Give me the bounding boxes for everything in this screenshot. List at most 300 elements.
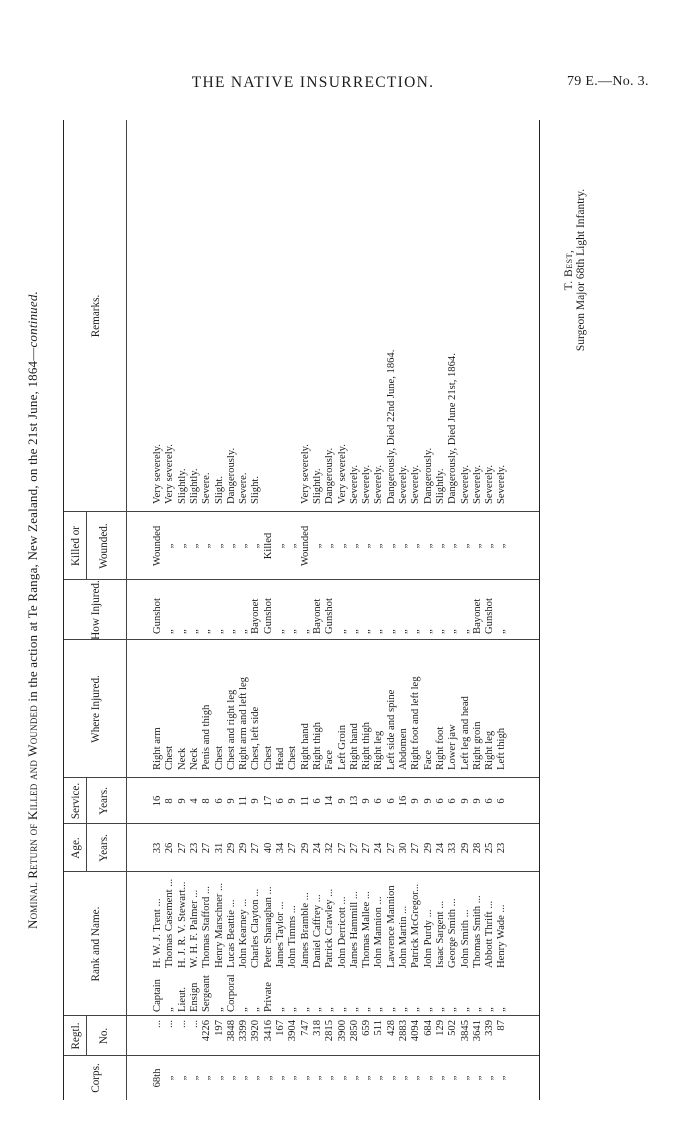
cell-age: 29 bbox=[459, 842, 471, 854]
table-caption bbox=[25, 120, 41, 1100]
cell-age: 24 bbox=[373, 842, 385, 854]
cell-how: „ bbox=[275, 629, 286, 634]
cell-age: 23 bbox=[188, 842, 200, 854]
cell-rank: „ bbox=[164, 1007, 176, 1012]
cell-where: Chest bbox=[262, 745, 274, 770]
cell-no: 3904 bbox=[287, 1020, 299, 1042]
cell-where: Face bbox=[422, 750, 434, 770]
cell-rank: Lieut. bbox=[176, 986, 188, 1012]
cell-no: 3900 bbox=[336, 1020, 348, 1042]
cell-how: „ bbox=[361, 629, 373, 634]
cell-age: 24 bbox=[311, 842, 323, 854]
cell-corps: „ bbox=[447, 1075, 459, 1081]
cell-remarks: Severely. bbox=[361, 464, 373, 504]
cell-how: „ bbox=[434, 629, 446, 634]
cell-where: Face bbox=[324, 750, 336, 770]
cell-how: „ bbox=[398, 629, 409, 634]
cell-age: 27 bbox=[361, 842, 373, 854]
cell-age: 25 bbox=[484, 842, 496, 854]
cell-status: Killed bbox=[262, 532, 274, 560]
cell-how: „ bbox=[188, 629, 200, 634]
cell-service: 8 bbox=[164, 798, 176, 804]
cell-name: Thomas Mallee ... bbox=[361, 891, 373, 968]
cell-no: ... bbox=[152, 1020, 163, 1028]
cell-where: Left leg and head bbox=[459, 696, 471, 770]
cell-how: Gunshot bbox=[484, 598, 496, 634]
cell-no: 339 bbox=[484, 1020, 496, 1036]
page-reference: 79 E.—No. 3. bbox=[567, 74, 649, 89]
cell-status: „ bbox=[398, 543, 409, 549]
cell-age: 27 bbox=[336, 842, 348, 854]
cell-remarks: Very severely. bbox=[152, 444, 163, 504]
cell-rank: „ bbox=[373, 1007, 385, 1012]
cell-where: Right arm and left leg bbox=[238, 677, 250, 770]
col-header-no: No. bbox=[98, 1027, 110, 1045]
cell-remarks: Slightly. bbox=[311, 468, 323, 504]
cell-no: 3641 bbox=[471, 1020, 483, 1042]
cell-how: „ bbox=[373, 629, 385, 634]
cell-status: „ bbox=[459, 543, 471, 549]
signature-name: T. Best, bbox=[563, 249, 575, 291]
cell-no: 3920 bbox=[250, 1020, 262, 1042]
cell-rank: Ensign bbox=[188, 982, 200, 1012]
cell-corps: „ bbox=[311, 1075, 323, 1081]
cell-corps: „ bbox=[225, 1075, 237, 1081]
cell-no: 87 bbox=[496, 1020, 508, 1031]
cell-how: „ bbox=[164, 629, 176, 634]
caption-body: in the action at Te Ranga, New Zealand, on the 21st June, 1864— bbox=[25, 347, 40, 706]
cell-rank: „ bbox=[422, 1007, 434, 1012]
cell-remarks: Slightly. bbox=[434, 468, 446, 504]
cell-name: H. W. J. Trent ... bbox=[152, 898, 163, 968]
cell-rank: „ bbox=[287, 1007, 299, 1012]
cell-status: „ bbox=[496, 543, 508, 549]
cell-name: Thomas Stafford ... bbox=[201, 886, 213, 968]
cell-no: 659 bbox=[361, 1020, 373, 1036]
cell-where: Left side and spine bbox=[385, 689, 397, 770]
cell-status: „ bbox=[275, 543, 286, 549]
caption-continued: continued. bbox=[25, 291, 40, 348]
cell-service: 16 bbox=[152, 795, 163, 807]
cell-service: 6 bbox=[373, 798, 385, 804]
col-header-regtl: Regtl. bbox=[70, 1022, 82, 1050]
cell-rank: „ bbox=[250, 1007, 262, 1012]
cell-corps: „ bbox=[213, 1075, 225, 1081]
cell-age: 40 bbox=[262, 842, 274, 854]
cell-where: Chest bbox=[213, 745, 225, 770]
cell-status: „ bbox=[213, 543, 225, 549]
cell-rank: Private bbox=[262, 981, 274, 1012]
col-header-age: Age. bbox=[70, 837, 82, 859]
cell-remarks: Very severely. bbox=[299, 444, 311, 504]
signature-title: Surgeon Major 68th Light Infantry. bbox=[575, 188, 587, 352]
cell-where: Chest bbox=[164, 745, 176, 770]
caption-lead: Nominal Return of Killed and Wounded bbox=[25, 705, 40, 929]
cell-remarks: Severely. bbox=[348, 464, 360, 504]
cell-service: 16 bbox=[398, 795, 409, 807]
cell-remarks: Dangerously. bbox=[324, 447, 336, 504]
cell-rank: „ bbox=[361, 1007, 373, 1012]
cell-how: Gunshot bbox=[262, 598, 274, 634]
cell-service: 8 bbox=[201, 798, 213, 804]
cell-age: 27 bbox=[410, 842, 422, 854]
cell-corps: „ bbox=[299, 1075, 311, 1081]
cell-no: 2883 bbox=[398, 1020, 409, 1042]
cell-corps: „ bbox=[434, 1075, 446, 1081]
cell-remarks: Dangerously, Died June 21st, 1864. bbox=[447, 353, 459, 504]
cell-age: 27 bbox=[348, 842, 360, 854]
col-header-where-injured: Where Injured. bbox=[90, 675, 102, 743]
cell-corps: „ bbox=[238, 1075, 250, 1081]
cell-age: 29 bbox=[225, 842, 237, 854]
cell-remarks: Slight. bbox=[213, 476, 225, 504]
cell-name: W. H. F. Palmer ... bbox=[188, 889, 200, 968]
cell-service: 13 bbox=[348, 795, 360, 807]
cell-age: 29 bbox=[422, 842, 434, 854]
cell-name: George Smith ... bbox=[447, 898, 459, 968]
cell-corps: „ bbox=[459, 1075, 471, 1081]
cell-no: 2815 bbox=[324, 1020, 336, 1042]
cell-remarks: Dangerously, Died 22nd June, 1864. bbox=[385, 349, 397, 504]
col-header-how-injured: How Injured. bbox=[90, 580, 102, 640]
cell-service: 9 bbox=[422, 798, 434, 804]
cell-age: 23 bbox=[496, 842, 508, 854]
cell-where: Chest and right leg bbox=[225, 689, 237, 770]
cell-no: 428 bbox=[385, 1020, 397, 1036]
col-header-wounded: Wounded. bbox=[98, 523, 110, 569]
cell-service: 11 bbox=[238, 795, 250, 807]
cell-remarks: Severely. bbox=[496, 464, 508, 504]
cell-corps: „ bbox=[422, 1075, 434, 1081]
cell-where: Neck bbox=[188, 747, 200, 770]
cell-rank: „ bbox=[311, 1007, 323, 1012]
cell-no: 318 bbox=[311, 1020, 323, 1036]
cell-remarks: Dangerously. bbox=[225, 447, 237, 504]
cell-how: „ bbox=[336, 629, 348, 634]
cell-where: Chest, left side bbox=[250, 706, 262, 770]
cell-name: Thomas Casement ... bbox=[164, 878, 176, 968]
cell-corps: „ bbox=[410, 1075, 422, 1081]
cell-status: „ bbox=[385, 543, 397, 549]
cell-service: 6 bbox=[434, 798, 446, 804]
cell-remarks: Severely. bbox=[471, 464, 483, 504]
cell-no: 4226 bbox=[201, 1020, 213, 1042]
cell-remarks: Severely. bbox=[484, 464, 496, 504]
cell-where: Chest bbox=[287, 745, 299, 770]
regtl-rule bbox=[86, 1016, 87, 1056]
cell-service: 9 bbox=[176, 798, 188, 804]
cell-service: 6 bbox=[484, 798, 496, 804]
cell-how: „ bbox=[225, 629, 237, 634]
cell-where: Right foot bbox=[434, 726, 446, 770]
cell-status: „ bbox=[287, 543, 299, 549]
cell-rank: „ bbox=[496, 1007, 508, 1012]
cell-no: 2850 bbox=[348, 1020, 360, 1042]
cell-where: Left Groin bbox=[336, 724, 348, 770]
cell-name: Peter Shanaghan ... bbox=[262, 886, 274, 968]
cell-rank: „ bbox=[459, 1007, 471, 1012]
cell-remarks: Very severely. bbox=[164, 444, 176, 504]
cell-how: „ bbox=[176, 629, 188, 634]
cell-no: ... bbox=[188, 1020, 200, 1028]
cell-service: 14 bbox=[324, 795, 336, 807]
cell-rank: „ bbox=[299, 1007, 311, 1012]
cell-corps: „ bbox=[324, 1075, 336, 1081]
cell-status: „ bbox=[361, 543, 373, 549]
cell-name: John Martin ... bbox=[398, 905, 409, 968]
cell-status: „ bbox=[484, 543, 496, 549]
cell-remarks: Very severely. bbox=[336, 444, 348, 504]
cell-name: Charles Clayton ... bbox=[250, 888, 262, 968]
cell-no: 684 bbox=[422, 1020, 434, 1036]
cell-status: „ bbox=[188, 543, 200, 549]
cell-remarks: Slightly. bbox=[188, 468, 200, 504]
cell-no: 197 bbox=[213, 1020, 225, 1036]
cell-where: Right leg bbox=[484, 730, 496, 770]
cell-status: „ bbox=[373, 543, 385, 549]
cell-corps: „ bbox=[250, 1075, 262, 1081]
cell-age: 29 bbox=[238, 842, 250, 854]
cell-service: 9 bbox=[287, 798, 299, 804]
cell-name: Daniel Caffrey ... bbox=[311, 894, 323, 968]
cell-rank: „ bbox=[348, 1007, 360, 1012]
cell-how: „ bbox=[447, 629, 459, 634]
cell-age: 27 bbox=[176, 842, 188, 854]
cell-name: Isaac Sargent ... bbox=[434, 900, 446, 968]
cell-age: 27 bbox=[287, 842, 299, 854]
cell-age: 33 bbox=[447, 842, 459, 854]
cell-how: Bayonet bbox=[311, 598, 323, 634]
cell-service: 9 bbox=[336, 798, 348, 804]
cell-rank: Captain bbox=[152, 979, 163, 1012]
cell-corps: „ bbox=[398, 1075, 409, 1081]
cell-corps: „ bbox=[385, 1075, 397, 1081]
cell-no: 3845 bbox=[459, 1020, 471, 1042]
cell-service: 17 bbox=[262, 795, 274, 807]
cell-how: „ bbox=[422, 629, 434, 634]
cell-name: John Smith ... bbox=[459, 909, 471, 968]
cell-service: 9 bbox=[250, 798, 262, 804]
cell-how: „ bbox=[238, 629, 250, 634]
col-header-service: Service. bbox=[70, 782, 82, 820]
cell-no: ... bbox=[176, 1020, 188, 1028]
status-rule bbox=[86, 512, 87, 580]
cell-where: Right leg bbox=[373, 730, 385, 770]
cell-name: James Hammill ... bbox=[348, 891, 360, 968]
cell-where: Left thigh bbox=[496, 727, 508, 770]
cell-remarks: Dangerously. bbox=[422, 447, 434, 504]
cell-status: „ bbox=[176, 543, 188, 549]
cell-remarks: Slightly. bbox=[176, 468, 188, 504]
cell-service: 9 bbox=[361, 798, 373, 804]
cell-name: John Derricott ... bbox=[336, 896, 348, 968]
cell-no: 3399 bbox=[238, 1020, 250, 1042]
cell-where: Lower jaw bbox=[447, 724, 459, 770]
cell-name: John Mannion ... bbox=[373, 896, 385, 968]
cell-remarks: Severely. bbox=[398, 464, 409, 504]
cell-corps: „ bbox=[373, 1075, 385, 1081]
cell-name: Patrick McGregor... bbox=[410, 883, 422, 968]
cell-status: „ bbox=[410, 543, 422, 549]
cell-rank: Corporal bbox=[225, 974, 237, 1012]
cell-status: „ bbox=[422, 543, 434, 549]
age-rule bbox=[86, 824, 87, 872]
cell-age: 26 bbox=[164, 842, 176, 854]
cell-name: James Taylor ... bbox=[275, 901, 286, 968]
cell-name: John Purdy ... bbox=[422, 909, 434, 968]
cell-corps: „ bbox=[188, 1075, 200, 1081]
cell-name: Lawrence Mannion bbox=[385, 885, 397, 968]
cell-name: Lucas Beattie ... bbox=[225, 899, 237, 968]
cell-rank: „ bbox=[385, 1007, 397, 1012]
cell-how: „ bbox=[410, 629, 422, 634]
cell-service: 9 bbox=[471, 798, 483, 804]
cell-corps: „ bbox=[336, 1075, 348, 1081]
cell-corps: 68th bbox=[152, 1068, 163, 1088]
cell-service: 4 bbox=[188, 798, 200, 804]
cell-name: H. J. R. V. Stewart... bbox=[176, 881, 188, 968]
cell-name: Henry Marschner ... bbox=[213, 882, 225, 968]
cell-service: 6 bbox=[213, 798, 225, 804]
cell-age: 31 bbox=[213, 842, 225, 854]
cell-how: „ bbox=[496, 629, 508, 634]
cell-no: 129 bbox=[434, 1020, 446, 1036]
cell-no: 3416 bbox=[262, 1020, 274, 1042]
cell-age: 27 bbox=[201, 842, 213, 854]
cell-corps: „ bbox=[348, 1075, 360, 1081]
cell-age: 30 bbox=[398, 842, 409, 854]
cell-age: 28 bbox=[471, 842, 483, 854]
cell-service: 6 bbox=[385, 798, 397, 804]
cell-remarks: Severely. bbox=[373, 464, 385, 504]
cell-where: Penis and thigh bbox=[201, 704, 213, 770]
cell-age: 27 bbox=[385, 842, 397, 854]
cell-remarks: Slight. bbox=[250, 476, 262, 504]
cell-status: Wounded bbox=[299, 525, 311, 567]
cell-where: Right thigh bbox=[311, 722, 323, 770]
cell-corps: „ bbox=[164, 1075, 176, 1081]
cell-status: „ bbox=[336, 543, 348, 549]
cell-corps: „ bbox=[201, 1075, 213, 1081]
cell-name: Henry Wade ... bbox=[496, 904, 508, 968]
cell-no: ... bbox=[164, 1020, 176, 1028]
cell-corps: „ bbox=[262, 1075, 274, 1081]
header-rule bbox=[126, 120, 127, 1100]
cell-name: Patrick Crawley ... bbox=[324, 888, 336, 968]
cell-service: 6 bbox=[496, 798, 508, 804]
cell-corps: „ bbox=[176, 1075, 188, 1081]
col-header-age-years: Years. bbox=[98, 834, 110, 862]
cell-where: Right hand bbox=[299, 723, 311, 770]
cell-rank: „ bbox=[447, 1007, 459, 1012]
col-rule bbox=[64, 1015, 539, 1016]
cell-status: „ bbox=[164, 543, 176, 549]
cell-how: Bayonet bbox=[250, 598, 262, 634]
cell-corps: „ bbox=[287, 1075, 299, 1081]
cell-rank: „ bbox=[484, 1007, 496, 1012]
cell-service: 6 bbox=[275, 798, 286, 804]
cell-name: John Kearney ... bbox=[238, 898, 250, 968]
cell-age: 27 bbox=[250, 842, 262, 854]
cell-service: 9 bbox=[410, 798, 422, 804]
cell-name: John Timms ... bbox=[287, 905, 299, 968]
cell-how: „ bbox=[385, 629, 397, 634]
cell-service: 9 bbox=[225, 798, 237, 804]
cell-service: 6 bbox=[311, 798, 323, 804]
cell-corps: „ bbox=[471, 1075, 483, 1081]
cell-service: 11 bbox=[299, 795, 311, 807]
cell-where: Right groin bbox=[471, 721, 483, 770]
cell-corps: „ bbox=[361, 1075, 373, 1081]
cell-how: „ bbox=[287, 629, 299, 634]
cell-how: „ bbox=[348, 629, 360, 634]
cell-status: „ bbox=[447, 543, 459, 549]
cell-rank: „ bbox=[213, 1007, 225, 1012]
cell-where: Right thigh bbox=[361, 722, 373, 770]
cell-status: „ bbox=[250, 543, 262, 549]
cell-where: Head bbox=[275, 747, 286, 770]
cell-rank: Sergeant bbox=[201, 975, 213, 1012]
cell-status: Wounded bbox=[152, 525, 163, 567]
cell-where: Right hand bbox=[348, 723, 360, 770]
cell-how: „ bbox=[201, 629, 213, 634]
col-header-service-years: Years. bbox=[98, 787, 110, 815]
cell-name: James Bramble ... bbox=[299, 892, 311, 968]
cell-where: Abdomen bbox=[398, 728, 409, 770]
cell-service: 6 bbox=[447, 798, 459, 804]
cell-status: „ bbox=[324, 543, 336, 549]
cell-status: „ bbox=[348, 543, 360, 549]
cell-rank: „ bbox=[410, 1007, 422, 1012]
cell-rank: „ bbox=[324, 1007, 336, 1012]
cell-how: Gunshot bbox=[152, 598, 163, 634]
cell-status: „ bbox=[471, 543, 483, 549]
cell-status: „ bbox=[238, 543, 250, 549]
cell-age: 32 bbox=[324, 842, 336, 854]
col-header-rank-name: Rank and Name. bbox=[90, 906, 102, 982]
cell-age: 34 bbox=[275, 842, 286, 854]
cell-status: „ bbox=[434, 543, 446, 549]
cell-remarks: Severely. bbox=[459, 464, 471, 504]
cell-corps: „ bbox=[484, 1075, 496, 1081]
col-header-remarks: Remarks. bbox=[90, 294, 102, 338]
cell-rank: „ bbox=[336, 1007, 348, 1012]
cell-name: Thomas Smith ... bbox=[471, 895, 483, 968]
cell-rank: „ bbox=[398, 1007, 409, 1012]
col-header-killed-or: Killed or bbox=[70, 525, 82, 567]
cell-no: 511 bbox=[373, 1020, 385, 1036]
cell-how: Bayonet bbox=[471, 598, 483, 634]
cell-how: Gunshot bbox=[324, 598, 336, 634]
casualty-table bbox=[63, 120, 540, 1100]
cell-remarks: Severely. bbox=[410, 464, 422, 504]
cell-how: „ bbox=[299, 629, 311, 634]
cell-where: Right foot and left leg bbox=[410, 676, 422, 770]
cell-rank: „ bbox=[471, 1007, 483, 1012]
cell-age: 29 bbox=[299, 842, 311, 854]
col-header-corps: Corps. bbox=[90, 1063, 102, 1093]
cell-age: 33 bbox=[152, 842, 163, 854]
signature-block bbox=[563, 140, 587, 400]
cell-remarks: Severe. bbox=[238, 472, 250, 504]
cell-rank: „ bbox=[275, 1007, 286, 1012]
cell-status: „ bbox=[225, 543, 237, 549]
cell-corps: „ bbox=[496, 1075, 508, 1081]
cell-status: „ bbox=[311, 543, 323, 549]
cell-corps: „ bbox=[275, 1075, 286, 1081]
rotated-page-content bbox=[15, 40, 645, 1100]
cell-where: Right arm bbox=[152, 727, 163, 770]
